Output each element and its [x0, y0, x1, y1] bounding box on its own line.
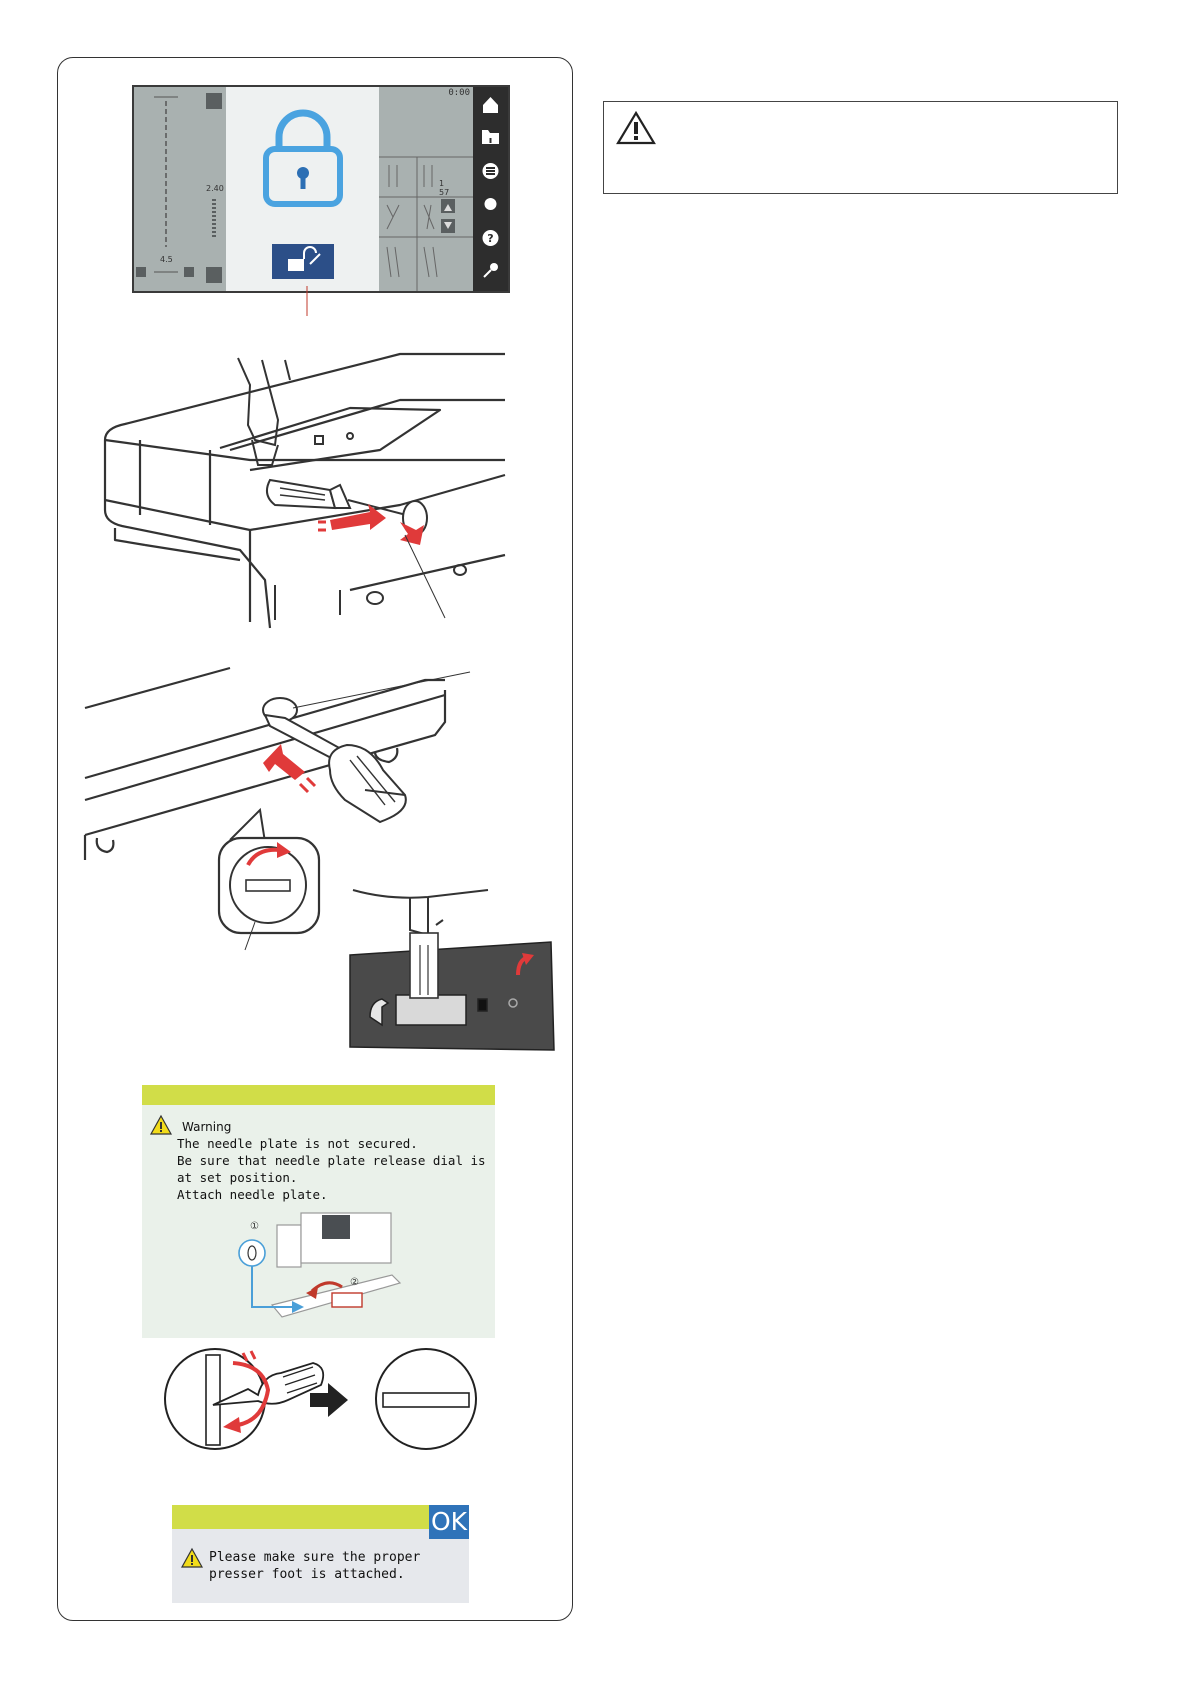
ok-message-line-1: Please make sure the proper: [209, 1550, 421, 1565]
lock-popup: [226, 87, 379, 291]
padlock-icon: [266, 113, 340, 204]
lcd-sidebar: [473, 87, 508, 291]
step-2-label: ②: [350, 1277, 359, 1288]
ok-button[interactable]: OK: [429, 1505, 469, 1539]
warning-line-2: Be sure that needle plate release dial is: [177, 1153, 486, 1168]
pattern-grid: [379, 87, 479, 292]
slant-icon[interactable]: [206, 267, 222, 283]
warning-line-3: at set position.: [177, 1170, 298, 1185]
lcd-lock-screen: [132, 85, 510, 293]
unlock-button[interactable]: [272, 244, 334, 279]
ok-screen-bar: [172, 1505, 430, 1529]
needle-plate-illustration: [348, 885, 558, 1055]
release-dial-illustration: [85, 660, 505, 900]
lcd-clock: 0:00: [448, 88, 470, 98]
step-1-label: ①: [250, 1221, 259, 1232]
needle-plate-diagram: [232, 1205, 432, 1325]
presser-foot-screen: [172, 1505, 469, 1603]
warning-line-4: Attach needle plate.: [177, 1187, 328, 1202]
warning-screen: [142, 1085, 495, 1338]
key-icon[interactable]: [490, 263, 498, 271]
home-icon[interactable]: [483, 97, 498, 113]
pattern-counter: 1 57: [439, 179, 450, 197]
warning-title: Warning: [182, 1120, 232, 1134]
warning-bar: [142, 1085, 495, 1105]
caution-box: [603, 101, 1118, 194]
dial-turn-illustration: [163, 1345, 483, 1455]
up-icon[interactable]: [206, 93, 222, 109]
width-slider[interactable]: [212, 199, 216, 237]
warning-triangle-icon: [149, 1114, 173, 1136]
caution-triangle-icon: [616, 110, 656, 146]
machine-bed-illustration: [100, 340, 520, 630]
warning-line-1: The needle plate is not secured.: [177, 1136, 418, 1151]
warning-triangle-icon: [180, 1547, 204, 1569]
length-value: 4.5: [160, 255, 173, 264]
ok-message-line-2: presser foot is attached.: [209, 1567, 405, 1582]
callout-line: [306, 286, 308, 316]
width-value: 2.40: [206, 184, 224, 193]
settings-icon[interactable]: [485, 198, 497, 210]
svg-text:?: ?: [487, 232, 494, 245]
